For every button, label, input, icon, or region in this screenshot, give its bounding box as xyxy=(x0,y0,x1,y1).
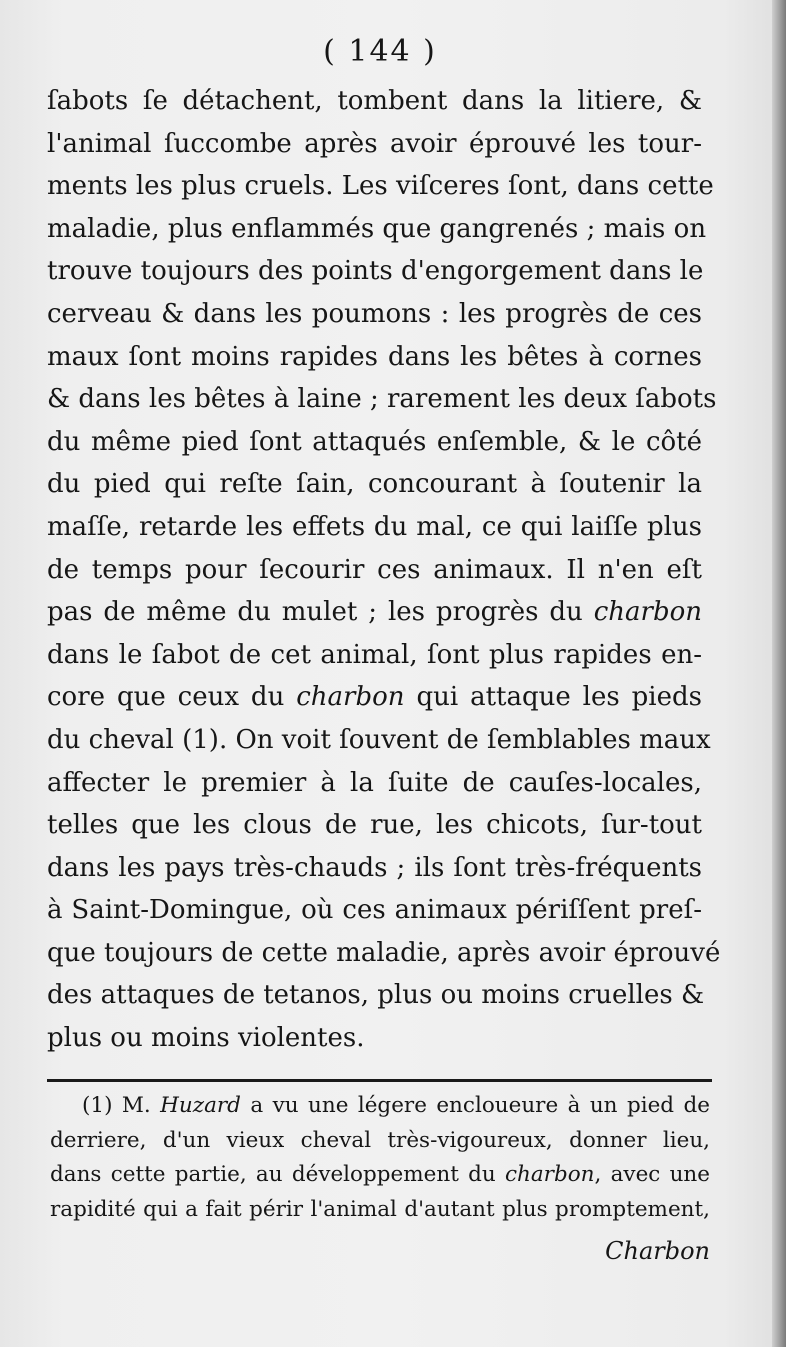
footnote-line-text: a vu une légere encloueure à un pied de xyxy=(240,1093,710,1118)
body-line: dans les pays très-chauds ; ils ſont très-fréquents xyxy=(47,852,702,883)
footnote-line: rapidité qui a fait périr l'animal d'autant plus promptement, xyxy=(50,1196,710,1222)
body-line: maſſe, retarde les effets du mal, ce qui laiſſe plus xyxy=(47,511,702,542)
body-line: du pied qui reſte ſain, concourant à ſoutenir la xyxy=(47,469,702,500)
body-line: cerveau & dans les poumons : les progrès de ces xyxy=(47,298,702,329)
footnote-line-italic-term: Huzard xyxy=(160,1093,241,1118)
catchword: Charbon xyxy=(605,1237,710,1265)
body-line: du même pied ſont attaqués enſemble, & le côté xyxy=(47,426,702,457)
footnote-line: derriere, d'un vieux cheval très-vigoureux, donner lieu, xyxy=(50,1127,710,1153)
page-number: ( 144 ) xyxy=(323,34,437,69)
body-line: & dans les bêtes à laine ; rarement les deux ſabots xyxy=(47,384,717,415)
page-edge-shadow xyxy=(772,0,786,1347)
body-line-italic-term: charbon xyxy=(296,682,405,713)
body-line xyxy=(47,591,702,634)
body-line: ments les plus cruels. Les viſceres ſont, dans cette xyxy=(47,171,714,202)
footnote-block xyxy=(50,1089,710,1227)
body-line-text: qui attaque les pieds xyxy=(404,682,702,713)
body-line-text: core que ceux du xyxy=(47,682,297,713)
footnote-line-italic-term: charbon xyxy=(504,1162,595,1187)
body-line-text: pas de même du mulet ; les progrès du xyxy=(47,597,594,628)
body-line: plus ou moins violentes. xyxy=(47,1023,365,1054)
body-line: maux ſont moins rapides dans les bêtes à cornes xyxy=(47,341,702,372)
body-line-italic-term: charbon xyxy=(593,597,702,628)
body-line: l'animal ſuccombe après avoir éprouvé les tour- xyxy=(47,128,702,159)
body-line xyxy=(47,676,702,719)
body-line: de temps pour ſecourir ces animaux. Il n'en eſt xyxy=(47,554,702,585)
body-line: affecter le premier à la ſuite de cauſes-locales, xyxy=(47,767,702,798)
body-line: dans le ſabot de cet animal, ſont plus rapides en- xyxy=(47,639,702,670)
body-line: que toujours de cette maladie, après avoir éprouvé xyxy=(47,937,721,968)
footnote-line xyxy=(50,1089,710,1124)
footnote-line xyxy=(50,1158,710,1193)
body-line: trouve toujours des points d'engorgement dans le xyxy=(47,256,704,287)
footnote-line-text: (1) M. xyxy=(82,1093,161,1118)
body-line: ſabots ſe détachent, tombent dans la litiere, & xyxy=(47,86,702,116)
footnote-separator-rule xyxy=(47,1079,712,1082)
footnote-line-text: dans cette partie, au développement du xyxy=(50,1162,505,1187)
footnote-line-text: , avec une xyxy=(594,1162,710,1187)
body-line: des attaques de tetanos, plus ou moins cruelles & xyxy=(47,980,705,1011)
body-line: telles que les clous de rue, les chicots, ſur-tout xyxy=(47,810,702,841)
body-line: maladie, plus enflammés que gangrenés ; mais on xyxy=(47,213,707,244)
main-text-block xyxy=(47,80,721,1060)
body-line: à Saint-Domingue, où ces animaux périſſent preſ- xyxy=(47,895,702,926)
body-line: du cheval (1). On voit ſouvent de ſemblables maux xyxy=(47,724,711,755)
